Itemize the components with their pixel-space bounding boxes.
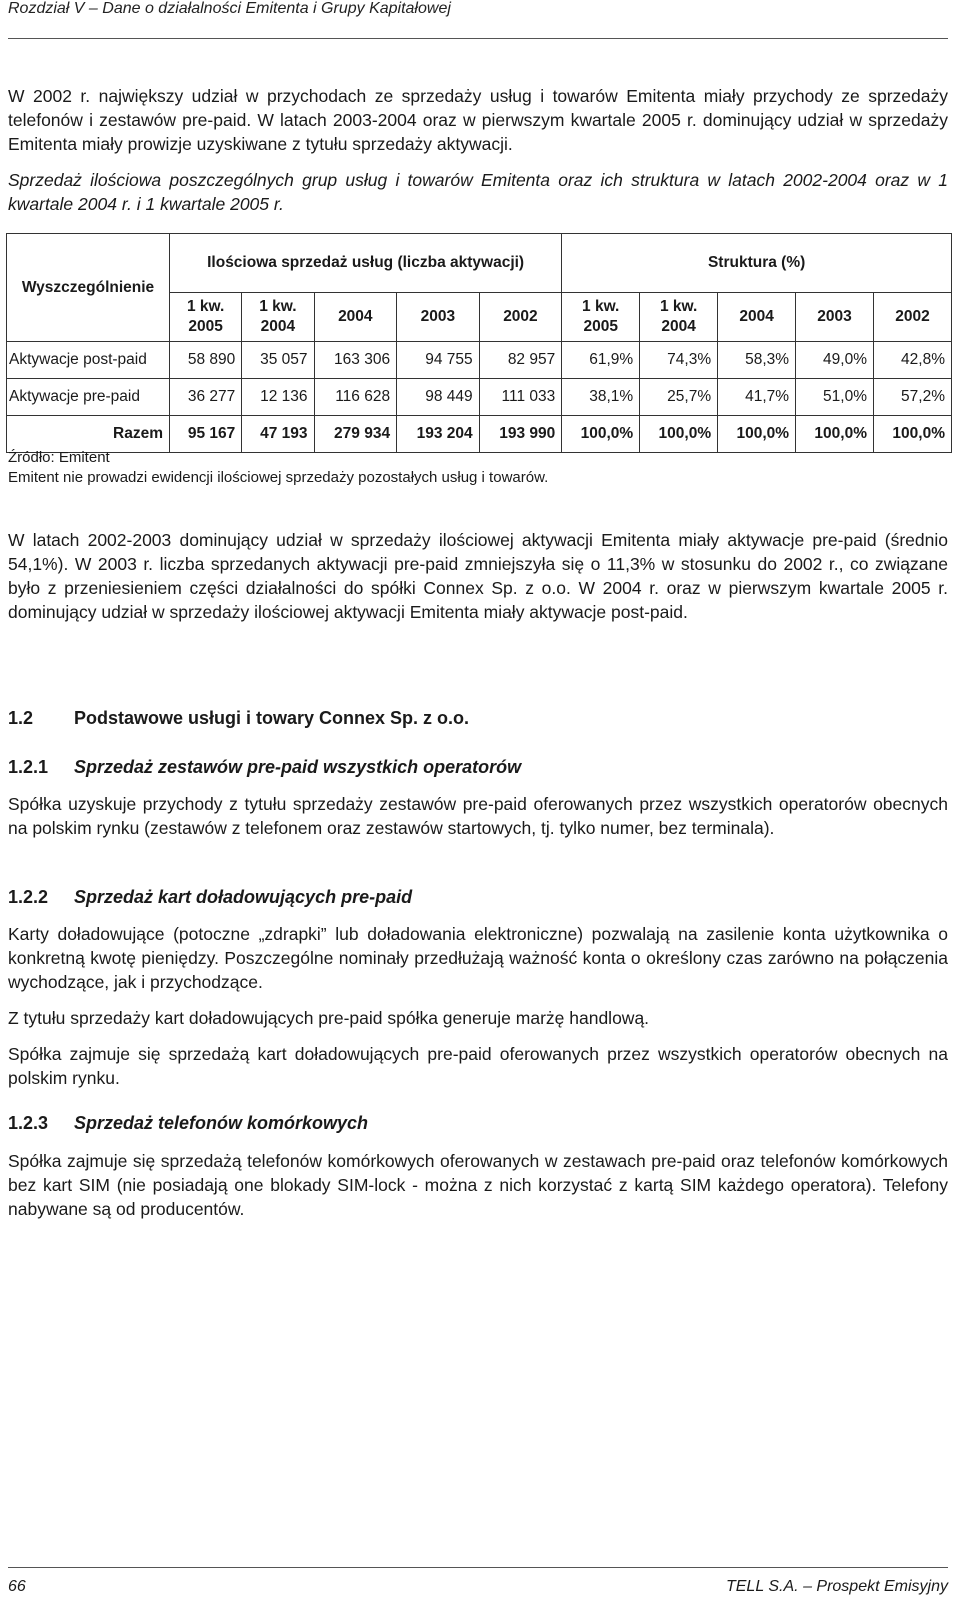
table-note: Emitent nie prowadzi ewidencji ilościowej sprzedaży pozostałych usług i towarów. (8, 469, 549, 486)
table-cell: 35 057 (242, 342, 314, 379)
column-group-quantity: Ilościowa sprzedaż usług (liczba aktywacji) (170, 234, 562, 293)
table-cell: 100,0% (796, 416, 874, 453)
paragraph-1-2-2-b: Z tytułu sprzedaży kart doładowujących pre-paid spółka generuje marżę handlową. (8, 1008, 650, 1028)
table-cell: 193 990 (479, 416, 562, 453)
publication-name: TELL S.A. – Prospekt Emisyjny (725, 1578, 948, 1595)
column-subheader (479, 293, 562, 342)
table-cell: 58 890 (170, 342, 242, 379)
column-header-label: Wyszczególnienie (7, 234, 170, 342)
table-cell: 100,0% (562, 416, 640, 453)
table-cell: 38,1% (562, 379, 640, 416)
table-cell: 100,0% (873, 416, 951, 453)
table-header-row (7, 234, 952, 293)
table-cell: 41,7% (718, 379, 796, 416)
column-subheader-text: 2005 (583, 318, 618, 335)
section-number: 1.2.3 (8, 1113, 49, 1133)
row-label: Aktywacje pre-paid (7, 379, 170, 416)
table-cell: 279 934 (314, 416, 397, 453)
section-number: 1.2 (8, 708, 34, 728)
table-cell: 49,0% (796, 342, 874, 379)
column-subheader (397, 293, 480, 342)
table-cell: 74,3% (640, 342, 718, 379)
table-caption: Sprzedaż ilościowa poszczególnych grup usług i towarów Emitenta oraz ich struktura w latach 2002-2004 oraz w 1 kwartale 2004 r. i 1 kwartale 2005 r. (8, 170, 948, 214)
paragraph-1-2-1: Spółka uzyskuje przychody z tytułu sprzedaży zestawów pre-paid oferowanych przez wszystkich operatorów obecnych na polskim rynku (zestawów z telefonem oraz zestawów startowych, tj. tylko numer, bez terminala). (8, 794, 948, 838)
column-subheader-text: 2004 (260, 318, 296, 335)
table-cell: 58,3% (718, 342, 796, 379)
column-subheader (873, 293, 951, 342)
row-label: Aktywacje post-paid (7, 342, 170, 379)
analysis-paragraph: W latach 2002-2003 dominujący udział w sprzedaży ilościowej aktywacji Emitenta miały aktywacje pre-paid (średnio 54,1%). W 2003 r. liczba sprzedanych aktywacji pre-paid zmniejszyła się o 11,3% w stosunku do 2002 r., co związane było z przeniesieniem części działalności do spółki Connex Sp. z o.o. W 2004 r. oraz w pierwszym kwartale 2005 r. dominujący udział w sprzedaży ilościowej aktywacji Emitenta miały aktywacje post-paid. (8, 530, 948, 622)
intro-paragraph: W 2002 r. największy udział w przychodach ze sprzedaży usług i towarów Emitenta miały przychody ze sprzedaży telefonów i zestawów pre-paid. W latach 2003-2004 oraz w pierwszym kwartale 2005 r. dominujący udział w sprzedaży Emitenta miały prowizje uzyskiwane z tytułu sprzedaży aktywacji. (8, 86, 948, 154)
table-cell: 116 628 (314, 379, 397, 416)
table-row (7, 379, 952, 416)
section-title: Sprzedaż telefonów komórkowych (74, 1113, 369, 1133)
table-cell: 36 277 (170, 379, 242, 416)
column-subheader (170, 293, 242, 342)
section-heading-1-2-1 (8, 757, 521, 778)
table-cell: 82 957 (479, 342, 562, 379)
column-subheader-text: 2003 (817, 308, 852, 325)
header-divider (8, 38, 948, 39)
table-cell: 42,8% (873, 342, 951, 379)
sales-table (6, 233, 952, 453)
table-cell: 61,9% (562, 342, 640, 379)
row-label: Razem (7, 416, 170, 453)
column-subheader-text: 1 kw. (259, 298, 297, 315)
column-subheader (562, 293, 640, 342)
footer-divider (8, 1567, 948, 1568)
table-cell: 111 033 (479, 379, 562, 416)
section-title: Podstawowe usługi i towary Connex Sp. z o.o. (74, 708, 470, 728)
column-subheader-text: 1 kw. (659, 298, 698, 315)
table-cell: 47 193 (242, 416, 314, 453)
column-subheader (718, 293, 796, 342)
table-cell: 12 136 (242, 379, 314, 416)
table-cell: 57,2% (873, 379, 951, 416)
table-cell: 193 204 (397, 416, 480, 453)
column-subheader-text: 2002 (503, 308, 538, 325)
column-subheader-text: 2002 (895, 308, 930, 325)
section-title: Sprzedaż zestawów pre-paid wszystkich operatorów (74, 757, 522, 777)
table-row (7, 416, 952, 453)
table-cell: 100,0% (718, 416, 796, 453)
column-subheader-text: 1 kw. (582, 298, 620, 315)
paragraph-1-2-2-a: Karty doładowujące (potoczne „zdrapki” lub doładowania elektroniczne) pozwalają na zasilenie konta użytkownika o konkretną kwotę pieniędzy. Poszczególne nominały przedłużają ważność konta o określony czas zarówno na połączenia wychodzące, jak i przychodzące. (8, 924, 948, 992)
table-cell: 51,0% (796, 379, 874, 416)
column-subheader (640, 293, 718, 342)
column-subheader-text: 2005 (188, 318, 223, 335)
column-subheader-text: 2004 (661, 318, 696, 335)
column-subheader-text: 1 kw. (186, 298, 225, 315)
column-subheader-text: 2004 (739, 308, 774, 325)
table-cell: 25,7% (640, 379, 718, 416)
table-row (7, 342, 952, 379)
table-cell: 163 306 (314, 342, 397, 379)
table-cell: 94 755 (397, 342, 480, 379)
column-group-structure: Struktura (%) (562, 234, 952, 293)
column-subheader-text: 2003 (420, 308, 456, 325)
table-cell: 100,0% (640, 416, 718, 453)
section-number: 1.2.2 (8, 887, 49, 907)
table-cell: 95 167 (170, 416, 242, 453)
page-number: 66 (8, 1578, 26, 1595)
section-heading-1-2 (8, 708, 469, 729)
source-note: Źródło: Emitent (8, 449, 110, 466)
paragraph-1-2-2-c: Spółka zajmuje się sprzedażą kart doładowujących pre-paid oferowanych przez wszystkich operatorów obecnych na polskim rynku. (8, 1044, 948, 1088)
section-number: 1.2.1 (8, 757, 49, 777)
table-cell: 98 449 (397, 379, 480, 416)
column-subheader (242, 293, 314, 342)
column-subheader (796, 293, 874, 342)
section-heading-1-2-2 (8, 887, 412, 908)
section-title: Sprzedaż kart doładowujących pre-paid (74, 887, 413, 907)
section-heading-1-2-3 (8, 1113, 368, 1134)
running-header: Rozdział V – Dane o działalności Emitenta i Grupy Kapitałowej (8, 0, 451, 17)
paragraph-1-2-3: Spółka zajmuje się sprzedażą telefonów komórkowych oferowanych w zestawach pre-paid oraz telefonów komórkowych bez kart SIM (nie posiadają one blokady SIM-lock - można z nich korzystać z kartą SIM każdego operatora). Telefony nabywane są od producentów. (8, 1151, 948, 1219)
column-subheader (314, 293, 397, 342)
column-subheader-text: 2004 (338, 308, 373, 325)
